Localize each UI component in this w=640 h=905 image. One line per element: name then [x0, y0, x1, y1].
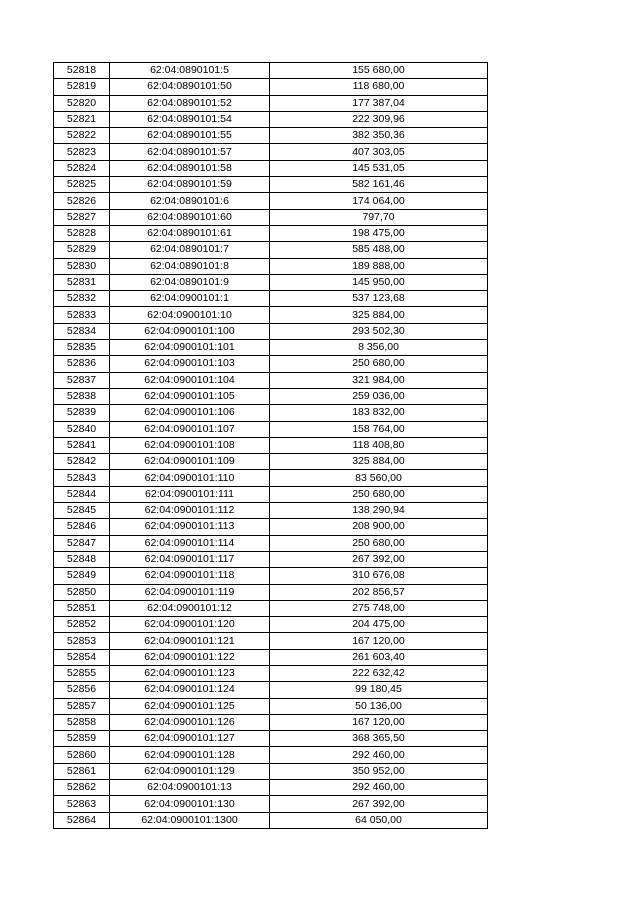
cadastral-value-cell: 222 309,96 [270, 111, 488, 127]
cadastral-value-cell: 145 950,00 [270, 274, 488, 290]
cadastral-number-cell: 62:04:0900101:122 [110, 649, 270, 665]
cadastral-number-cell: 62:04:0890101:6 [110, 193, 270, 209]
row-number-cell: 52832 [54, 291, 110, 307]
cadastral-value-cell: 350 952,00 [270, 763, 488, 779]
table-row [54, 519, 488, 535]
row-number-cell: 52838 [54, 388, 110, 404]
cadastral-value-cell: 158 764,00 [270, 421, 488, 437]
table-row [54, 340, 488, 356]
cadastral-number-cell: 62:04:0900101:1 [110, 291, 270, 307]
table-row [54, 372, 488, 388]
cadastral-value-cell: 204 475,00 [270, 617, 488, 633]
row-number-cell: 52844 [54, 486, 110, 502]
row-number-cell: 52846 [54, 519, 110, 535]
table-row [54, 79, 488, 95]
row-number-cell: 52833 [54, 307, 110, 323]
cadastral-number-cell: 62:04:0900101:13 [110, 780, 270, 796]
cadastral-value-cell: 797,70 [270, 209, 488, 225]
table-row [54, 649, 488, 665]
row-number-cell: 52863 [54, 796, 110, 812]
table-row [54, 551, 488, 567]
row-number-cell: 52842 [54, 454, 110, 470]
table-row [54, 242, 488, 258]
cadastral-number-cell: 62:04:0900101:108 [110, 437, 270, 453]
cadastral-value-cell: 582 161,46 [270, 177, 488, 193]
cadastral-value-table [53, 62, 488, 829]
cadastral-number-cell: 62:04:0900101:120 [110, 617, 270, 633]
table-row [54, 95, 488, 111]
table-row [54, 780, 488, 796]
table-row [54, 763, 488, 779]
cadastral-value-cell: 267 392,00 [270, 551, 488, 567]
row-number-cell: 52840 [54, 421, 110, 437]
cadastral-value-cell: 261 603,40 [270, 649, 488, 665]
row-number-cell: 52841 [54, 437, 110, 453]
cadastral-number-cell: 62:04:0900101:110 [110, 470, 270, 486]
cadastral-number-cell: 62:04:0890101:58 [110, 160, 270, 176]
cadastral-value-cell: 222 632,42 [270, 665, 488, 681]
row-number-cell: 52850 [54, 584, 110, 600]
row-number-cell: 52821 [54, 111, 110, 127]
cadastral-value-cell: 292 460,00 [270, 780, 488, 796]
table-row [54, 356, 488, 372]
table-row [54, 731, 488, 747]
cadastral-number-cell: 62:04:0900101:124 [110, 682, 270, 698]
cadastral-value-cell: 99 180,45 [270, 682, 488, 698]
cadastral-value-cell: 8 356,00 [270, 340, 488, 356]
table-row [54, 177, 488, 193]
table-row [54, 388, 488, 404]
cadastral-value-cell: 155 680,00 [270, 63, 488, 79]
cadastral-number-cell: 62:04:0890101:8 [110, 258, 270, 274]
table-row [54, 209, 488, 225]
cadastral-number-cell: 62:04:0900101:103 [110, 356, 270, 372]
cadastral-value-cell: 202 856,57 [270, 584, 488, 600]
table-row [54, 665, 488, 681]
table-row [54, 568, 488, 584]
cadastral-number-cell: 62:04:0900101:111 [110, 486, 270, 502]
row-number-cell: 52819 [54, 79, 110, 95]
table-row [54, 144, 488, 160]
cadastral-number-cell: 62:04:0900101:130 [110, 796, 270, 812]
table-row [54, 437, 488, 453]
row-number-cell: 52864 [54, 812, 110, 828]
table-row [54, 291, 488, 307]
table-row [54, 160, 488, 176]
cadastral-number-cell: 62:04:0900101:126 [110, 714, 270, 730]
cadastral-value-cell: 177 387,04 [270, 95, 488, 111]
cadastral-number-cell: 62:04:0900101:1300 [110, 812, 270, 828]
cadastral-number-cell: 62:04:0890101:59 [110, 177, 270, 193]
cadastral-value-cell: 198 475,00 [270, 225, 488, 241]
row-number-cell: 52843 [54, 470, 110, 486]
table-row [54, 405, 488, 421]
table-row [54, 307, 488, 323]
cadastral-number-cell: 62:04:0900101:109 [110, 454, 270, 470]
table-row [54, 193, 488, 209]
cadastral-value-cell: 267 392,00 [270, 796, 488, 812]
cadastral-value-cell: 585 488,00 [270, 242, 488, 258]
cadastral-value-cell: 293 502,30 [270, 323, 488, 339]
row-number-cell: 52828 [54, 225, 110, 241]
row-number-cell: 52860 [54, 747, 110, 763]
row-number-cell: 52854 [54, 649, 110, 665]
cadastral-number-cell: 62:04:0890101:60 [110, 209, 270, 225]
cadastral-number-cell: 62:04:0890101:54 [110, 111, 270, 127]
cadastral-number-cell: 62:04:0900101:117 [110, 551, 270, 567]
row-number-cell: 52820 [54, 95, 110, 111]
table-row [54, 600, 488, 616]
table-row [54, 747, 488, 763]
table-row [54, 535, 488, 551]
row-number-cell: 52830 [54, 258, 110, 274]
row-number-cell: 52853 [54, 633, 110, 649]
cadastral-number-cell: 62:04:0900101:118 [110, 568, 270, 584]
cadastral-number-cell: 62:04:0900101:12 [110, 600, 270, 616]
cadastral-value-cell: 368 365,50 [270, 731, 488, 747]
cadastral-value-cell: 167 120,00 [270, 714, 488, 730]
cadastral-value-cell: 250 680,00 [270, 486, 488, 502]
cadastral-number-cell: 62:04:0890101:7 [110, 242, 270, 258]
row-number-cell: 52857 [54, 698, 110, 714]
row-number-cell: 52822 [54, 128, 110, 144]
row-number-cell: 52858 [54, 714, 110, 730]
row-number-cell: 52834 [54, 323, 110, 339]
row-number-cell: 52824 [54, 160, 110, 176]
cadastral-number-cell: 62:04:0890101:57 [110, 144, 270, 160]
row-number-cell: 52839 [54, 405, 110, 421]
cadastral-value-cell: 250 680,00 [270, 535, 488, 551]
row-number-cell: 52837 [54, 372, 110, 388]
cadastral-value-cell: 250 680,00 [270, 356, 488, 372]
table-row [54, 714, 488, 730]
cadastral-value-cell: 145 531,05 [270, 160, 488, 176]
table-row [54, 812, 488, 828]
row-number-cell: 52836 [54, 356, 110, 372]
table-row [54, 128, 488, 144]
cadastral-number-cell: 62:04:0890101:50 [110, 79, 270, 95]
cadastral-number-cell: 62:04:0900101:107 [110, 421, 270, 437]
cadastral-number-cell: 62:04:0900101:113 [110, 519, 270, 535]
table-row [54, 682, 488, 698]
cadastral-number-cell: 62:04:0900101:127 [110, 731, 270, 747]
row-number-cell: 52861 [54, 763, 110, 779]
cadastral-value-cell: 174 064,00 [270, 193, 488, 209]
cadastral-number-cell: 62:04:0900101:104 [110, 372, 270, 388]
cadastral-number-cell: 62:04:0890101:55 [110, 128, 270, 144]
table-row [54, 698, 488, 714]
cadastral-value-cell: 50 136,00 [270, 698, 488, 714]
row-number-cell: 52848 [54, 551, 110, 567]
cadastral-value-cell: 189 888,00 [270, 258, 488, 274]
cadastral-value-cell: 83 560,00 [270, 470, 488, 486]
cadastral-value-cell: 138 290,94 [270, 503, 488, 519]
cadastral-value-cell: 118 680,00 [270, 79, 488, 95]
row-number-cell: 52825 [54, 177, 110, 193]
table-row [54, 633, 488, 649]
row-number-cell: 52818 [54, 63, 110, 79]
row-number-cell: 52852 [54, 617, 110, 633]
cadastral-value-cell: 183 832,00 [270, 405, 488, 421]
cadastral-value-cell: 64 050,00 [270, 812, 488, 828]
table-row [54, 111, 488, 127]
row-number-cell: 52827 [54, 209, 110, 225]
cadastral-number-cell: 62:04:0900101:121 [110, 633, 270, 649]
row-number-cell: 52829 [54, 242, 110, 258]
cadastral-number-cell: 62:04:0900101:128 [110, 747, 270, 763]
cadastral-value-cell: 537 123,68 [270, 291, 488, 307]
table-body [54, 63, 488, 829]
row-number-cell: 52835 [54, 340, 110, 356]
cadastral-number-cell: 62:04:0900101:105 [110, 388, 270, 404]
table-row [54, 454, 488, 470]
table-row [54, 470, 488, 486]
table-row [54, 274, 488, 290]
cadastral-number-cell: 62:04:0890101:52 [110, 95, 270, 111]
table-row [54, 617, 488, 633]
row-number-cell: 52849 [54, 568, 110, 584]
cadastral-value-cell: 167 120,00 [270, 633, 488, 649]
table-row [54, 584, 488, 600]
cadastral-number-cell: 62:04:0900101:101 [110, 340, 270, 356]
cadastral-number-cell: 62:04:0900101:125 [110, 698, 270, 714]
cadastral-value-cell: 325 884,00 [270, 454, 488, 470]
row-number-cell: 52826 [54, 193, 110, 209]
cadastral-value-cell: 208 900,00 [270, 519, 488, 535]
row-number-cell: 52855 [54, 665, 110, 681]
cadastral-number-cell: 62:04:0900101:10 [110, 307, 270, 323]
table-row [54, 258, 488, 274]
cadastral-number-cell: 62:04:0890101:5 [110, 63, 270, 79]
cadastral-value-cell: 325 884,00 [270, 307, 488, 323]
cadastral-value-cell: 321 984,00 [270, 372, 488, 388]
cadastral-number-cell: 62:04:0900101:112 [110, 503, 270, 519]
row-number-cell: 52862 [54, 780, 110, 796]
row-number-cell: 52856 [54, 682, 110, 698]
row-number-cell: 52823 [54, 144, 110, 160]
cadastral-value-cell: 118 408,80 [270, 437, 488, 453]
row-number-cell: 52851 [54, 600, 110, 616]
cadastral-value-cell: 292 460,00 [270, 747, 488, 763]
cadastral-number-cell: 62:04:0900101:123 [110, 665, 270, 681]
cadastral-value-cell: 407 303,05 [270, 144, 488, 160]
table-row [54, 503, 488, 519]
row-number-cell: 52831 [54, 274, 110, 290]
cadastral-number-cell: 62:04:0890101:61 [110, 225, 270, 241]
cadastral-value-cell: 310 676,08 [270, 568, 488, 584]
table-row [54, 225, 488, 241]
row-number-cell: 52845 [54, 503, 110, 519]
cadastral-value-cell: 382 350,36 [270, 128, 488, 144]
cadastral-value-cell: 259 036,00 [270, 388, 488, 404]
row-number-cell: 52847 [54, 535, 110, 551]
cadastral-number-cell: 62:04:0900101:129 [110, 763, 270, 779]
table-row [54, 486, 488, 502]
cadastral-number-cell: 62:04:0900101:114 [110, 535, 270, 551]
table-row [54, 421, 488, 437]
cadastral-value-cell: 275 748,00 [270, 600, 488, 616]
cadastral-number-cell: 62:04:0900101:106 [110, 405, 270, 421]
cadastral-number-cell: 62:04:0890101:9 [110, 274, 270, 290]
table-row [54, 63, 488, 79]
cadastral-number-cell: 62:04:0900101:100 [110, 323, 270, 339]
table-row [54, 323, 488, 339]
row-number-cell: 52859 [54, 731, 110, 747]
cadastral-number-cell: 62:04:0900101:119 [110, 584, 270, 600]
table-row [54, 796, 488, 812]
